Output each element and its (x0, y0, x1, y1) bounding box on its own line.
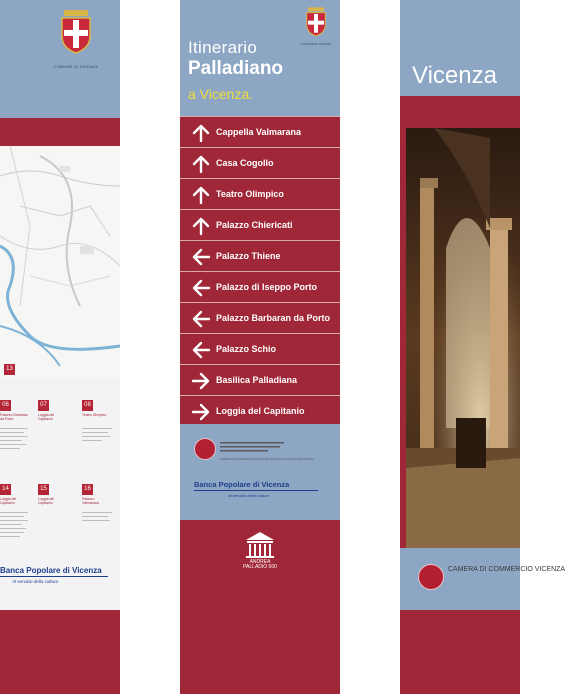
sign-label: Palazzo Chiericati (216, 220, 293, 230)
direction-sign (180, 178, 340, 210)
stop-name: Loggia del Capitanio (38, 497, 55, 505)
stop-number: 07 (38, 400, 49, 411)
itinerary-title-line1: Itinerario (188, 38, 258, 57)
crest-caption: COMUNE DI VICENZA (53, 64, 99, 69)
stop-number: 16 (82, 484, 93, 495)
sign-label: Teatro Olimpico (216, 189, 284, 199)
right-banner (400, 0, 565, 694)
left-banner-base (0, 610, 120, 694)
sign-label: Basilica Palladiana (216, 375, 298, 385)
chamber-seal-icon (194, 438, 216, 460)
chamber-name: CAMERA DI COMMERCIO INDUSTRIA ARTIGIANATO E AGRICOLTURA VICENZA (220, 458, 314, 461)
bank-tagline: Al servizio della cultura (12, 579, 59, 584)
chamber-name-lines (220, 442, 290, 456)
vicenza-crest-icon (58, 10, 94, 54)
direction-sign (180, 302, 340, 334)
bank-tagline: Al servizio della cultura (228, 493, 269, 498)
middle-banner-top (180, 0, 340, 116)
bank-rule (194, 490, 318, 491)
direction-sign (180, 209, 340, 241)
sponsor-logos (180, 424, 340, 520)
palladio-500-text: ANDREA PALLADIO 500 (243, 559, 277, 570)
arrow-up-icon (192, 124, 210, 142)
stop-name: Loggia del Capitanio (38, 413, 55, 421)
crest-caption: COMUNE DI VICENZA (300, 42, 332, 46)
left-banner-top (0, 0, 120, 118)
left-banner-red-bar (0, 118, 120, 146)
arrow-right-icon (192, 372, 210, 390)
direction-sign (180, 364, 340, 396)
stop-text-lines (0, 428, 120, 478)
sign-label: Palazzo Thiene (216, 251, 281, 261)
stop-name: Palazzo Valmarana (82, 497, 99, 505)
direction-sign (180, 147, 340, 179)
bank-rule (0, 576, 108, 577)
vicenza-crest-icon (304, 6, 328, 38)
stop-number: 15 (38, 484, 49, 495)
direction-sign (180, 395, 340, 427)
stop-name: Palazzo Barbaran da Porto (0, 413, 28, 421)
itinerary-title-line3: a Vicenza. (188, 86, 254, 102)
sign-label: Cappella Valmarana (216, 127, 302, 137)
right-title-band (400, 96, 520, 128)
direction-sign (180, 116, 340, 148)
arrow-left-icon (192, 310, 210, 328)
itinerary-title-line2: Palladiano (188, 58, 284, 79)
chamber-seal-icon (418, 564, 444, 590)
stop-number: 06 (0, 400, 11, 411)
direction-sign (180, 333, 340, 365)
bank-name: Banca Popolare di Vicenza (0, 566, 102, 575)
left-banner (0, 0, 120, 694)
direction-sign (180, 240, 340, 272)
stop-number: 14 (0, 484, 11, 495)
sign-label: Loggia del Capitanio (216, 406, 305, 416)
right-sponsor-logos (400, 548, 565, 610)
palladio-500-logo-icon (244, 532, 276, 558)
direction-sign (180, 271, 340, 303)
arrow-left-icon (192, 341, 210, 359)
right-banner-top (400, 0, 520, 96)
arrow-up-icon (192, 186, 210, 204)
stop-name: Teatro Olimpico (82, 413, 107, 417)
colonnade-photo (406, 128, 520, 548)
arrow-left-icon (192, 279, 210, 297)
sign-label: Palazzo Schio (216, 344, 277, 354)
middle-banner (180, 0, 340, 694)
arrow-up-icon (192, 217, 210, 235)
sign-label: Palazzo di Iseppo Porto (216, 282, 318, 292)
bank-name: Banca Popolare di Vicenza (194, 480, 290, 489)
right-banner-base (400, 610, 520, 694)
sign-label: Casa Cogollo (216, 158, 274, 168)
right-title: Vicenza (412, 62, 497, 89)
arrow-up-icon (192, 155, 210, 173)
city-map (0, 146, 120, 378)
arrow-left-icon (192, 248, 210, 266)
stop-name: Loggia del Capitanio (0, 497, 17, 505)
stop-number: 08 (82, 400, 93, 411)
stop-text-lines (0, 512, 120, 562)
arrow-right-icon (192, 403, 210, 421)
sign-label: Palazzo Barbaran da Porto (216, 313, 331, 323)
chamber-name: CAMERA DI COMMERCIO VICENZA (448, 566, 565, 573)
map-badge: 13 (4, 364, 15, 375)
map-streets (0, 146, 120, 378)
